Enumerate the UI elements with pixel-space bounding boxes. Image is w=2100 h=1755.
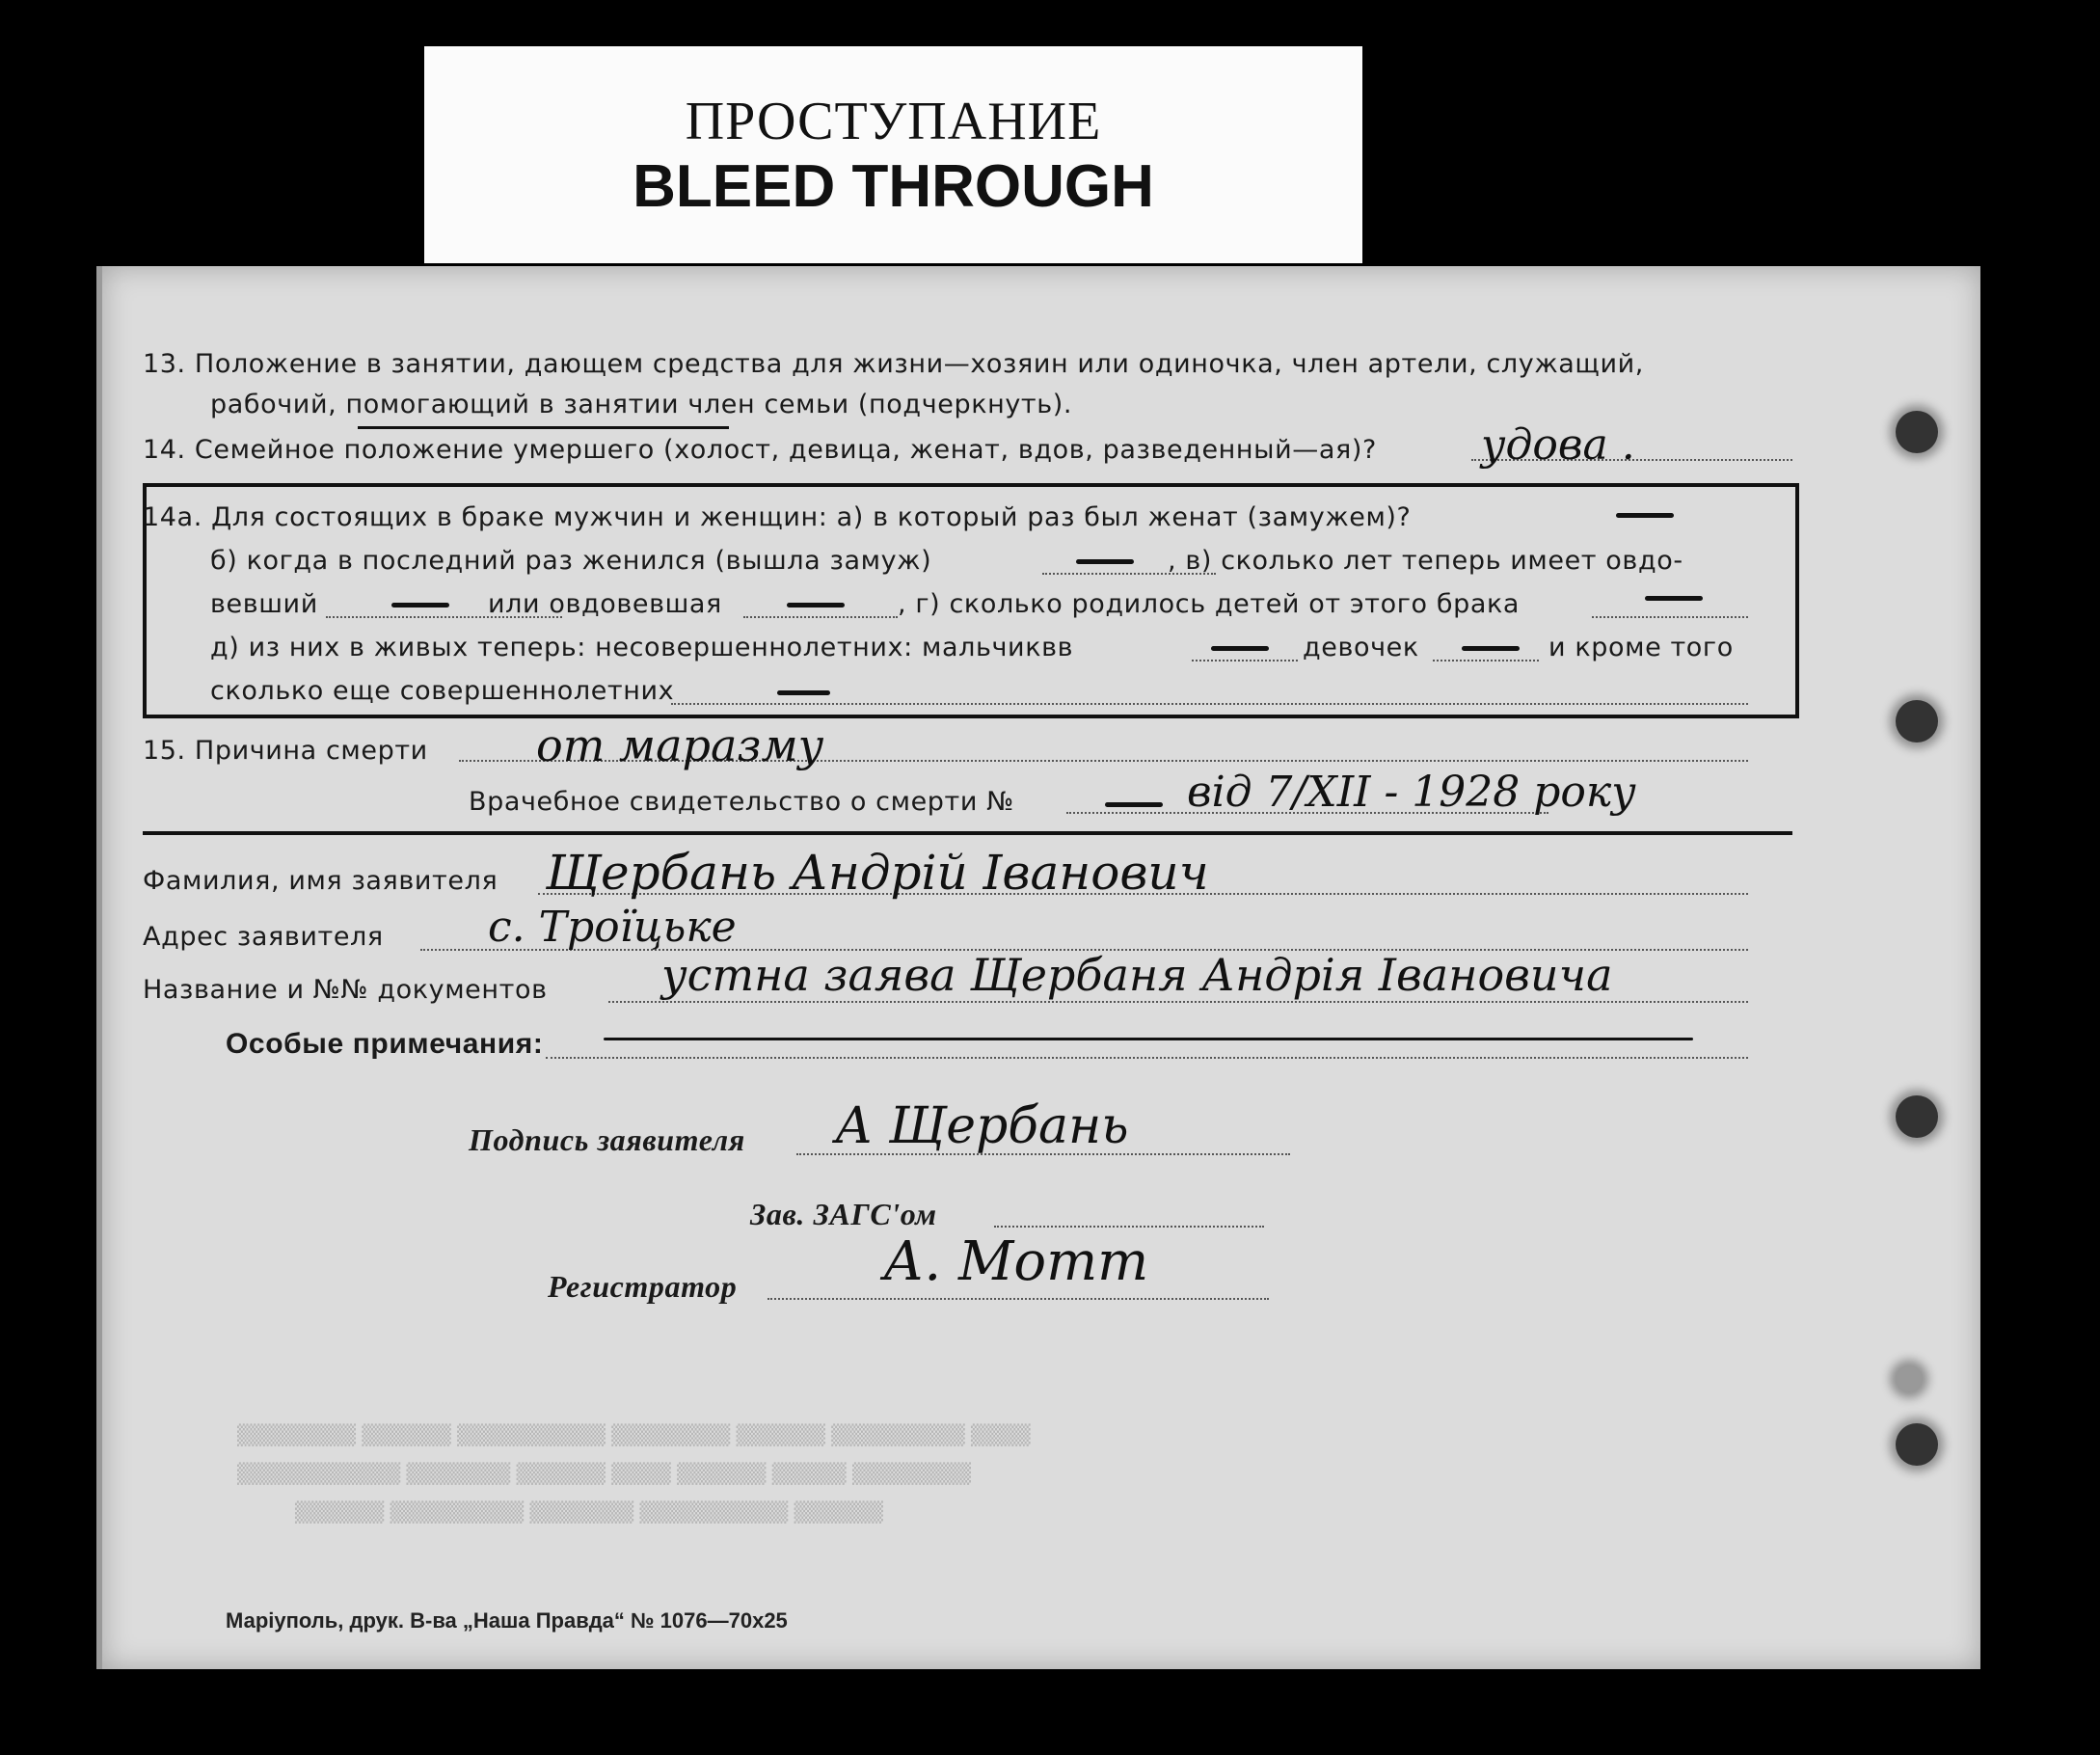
punch-hole	[1896, 700, 1938, 742]
label-english: BLEED THROUGH	[633, 153, 1154, 220]
item-14a-line1: 14а. Для состоящих в браке мужчин и женщин: а) в который раз был женат (замужем)?	[143, 502, 1412, 532]
registrar-label: Регистратор	[548, 1269, 738, 1304]
item-14a-line4b: девочек	[1303, 633, 1419, 662]
fill-line	[671, 703, 1748, 705]
dash-mark	[1616, 513, 1674, 518]
section-divider	[143, 831, 1792, 835]
documents-label: Название и №№ документов	[143, 975, 548, 1005]
applicant-name-value: Щербань Андрій Іванович	[546, 845, 1209, 901]
printer-footer: Маріуполь, друк. В-ва „Наша Правда“ № 1076—70x25	[226, 1608, 788, 1633]
label-russian: ПРОСТУПАНИЕ	[685, 92, 1102, 151]
item-14-value: удова .	[1481, 420, 1635, 470]
bleed-through-label	[424, 46, 1362, 263]
handwritten-line	[604, 1038, 1693, 1040]
certificate-value: від 7/XII - 1928 року	[1187, 768, 1636, 817]
punch-hole	[1896, 1365, 1923, 1392]
item-15-label: 15. Причина смерти	[143, 736, 428, 766]
death-record-form	[96, 266, 1980, 1669]
fill-line	[1433, 660, 1539, 662]
fill-line	[546, 1057, 1748, 1059]
special-notes-label: Особые примечания:	[226, 1028, 544, 1060]
item-14a-line4a: д) из них в живых теперь: несовершеннолетних: мальчиквв	[210, 633, 1074, 662]
bleed-through-text: ▒▒▒▒▒▒ ▒▒▒▒▒▒▒▒▒▒ ▒▒▒▒▒▒▒ ▒▒▒▒▒▒▒▒▒ ▒▒▒▒▒▒	[295, 1500, 883, 1524]
fill-line	[608, 1001, 1748, 1003]
punch-hole	[1896, 411, 1938, 453]
certificate-label: Врачебное свидетельство о смерти №	[469, 787, 1014, 817]
item-14a-line3c: , г) сколько родилось детей от этого брака	[898, 589, 1521, 619]
fill-line	[767, 1298, 1269, 1300]
fill-line	[1592, 616, 1748, 618]
applicant-address-value: с. Троїцьке	[488, 903, 737, 952]
item-14a-line2a: б) когда в последний раз женился (вышла замуж)	[210, 546, 932, 576]
item-13-line1: 13. Положение в занятии, дающем средства для жизни—хозяин или одиночка, член артели, служащий,	[143, 349, 1644, 379]
dash-mark	[1105, 802, 1163, 807]
item-14a-line4c: и кроме того	[1548, 633, 1734, 662]
item-14a-line5: сколько еще совершеннолетних	[210, 676, 675, 706]
documents-value: устна заява Щербаня Андрія Івановича	[661, 949, 1613, 1001]
signature-label: Подпись заявителя	[469, 1122, 745, 1157]
item-14a-line3a: вевший	[210, 589, 318, 619]
fill-line	[1192, 660, 1298, 662]
item-14a-line2b: , в) сколько лет теперь имеет овдо-	[1168, 546, 1683, 576]
signature-value: А Щербань	[835, 1097, 1129, 1155]
bleed-through-text: ▒▒▒▒ ▒▒▒▒▒▒▒▒▒ ▒▒▒▒▒▒ ▒▒▒▒▒▒▒▒ ▒▒▒▒▒▒▒▒▒▒ ▒▒▒▒▒▒ ▒▒▒▒▒▒▒▒	[237, 1423, 1031, 1446]
registrar-value: А. Мотт	[883, 1230, 1149, 1293]
zags-label: Зав. ЗАГС'ом	[750, 1197, 937, 1231]
punch-hole	[1896, 1423, 1938, 1466]
item-13-line2: рабочий, помогающий в занятии член семьи (подчеркнуть).	[210, 390, 1073, 419]
dash-mark	[1211, 646, 1269, 651]
punch-hole	[1896, 1095, 1938, 1138]
underline-mark	[358, 426, 729, 429]
item-15-value: от маразму	[536, 719, 824, 771]
item-14-label: 14. Семейное положение умершего (холост, девица, женат, вдов, разведенный—ая)?	[143, 435, 1377, 465]
applicant-address-label: Адрес заявителя	[143, 922, 384, 952]
dash-mark	[787, 603, 845, 608]
dash-mark	[391, 603, 449, 608]
bleed-through-text: ▒▒▒▒▒▒▒▒ ▒▒▒▒▒ ▒▒▒▒▒▒ ▒▒▒▒ ▒▒▒▒▒▒ ▒▒▒▒▒▒▒ ▒▒▒▒▒▒▒▒▒▒▒	[237, 1462, 972, 1485]
dash-mark	[777, 690, 830, 695]
dash-mark	[1076, 559, 1134, 564]
dash-mark	[1462, 646, 1520, 651]
applicant-name-label: Фамилия, имя заявителя	[143, 866, 498, 896]
dash-mark	[1645, 596, 1703, 601]
fill-line	[994, 1226, 1264, 1228]
item-14a-line3b: или овдовевшая	[488, 589, 722, 619]
fill-line	[743, 616, 898, 618]
